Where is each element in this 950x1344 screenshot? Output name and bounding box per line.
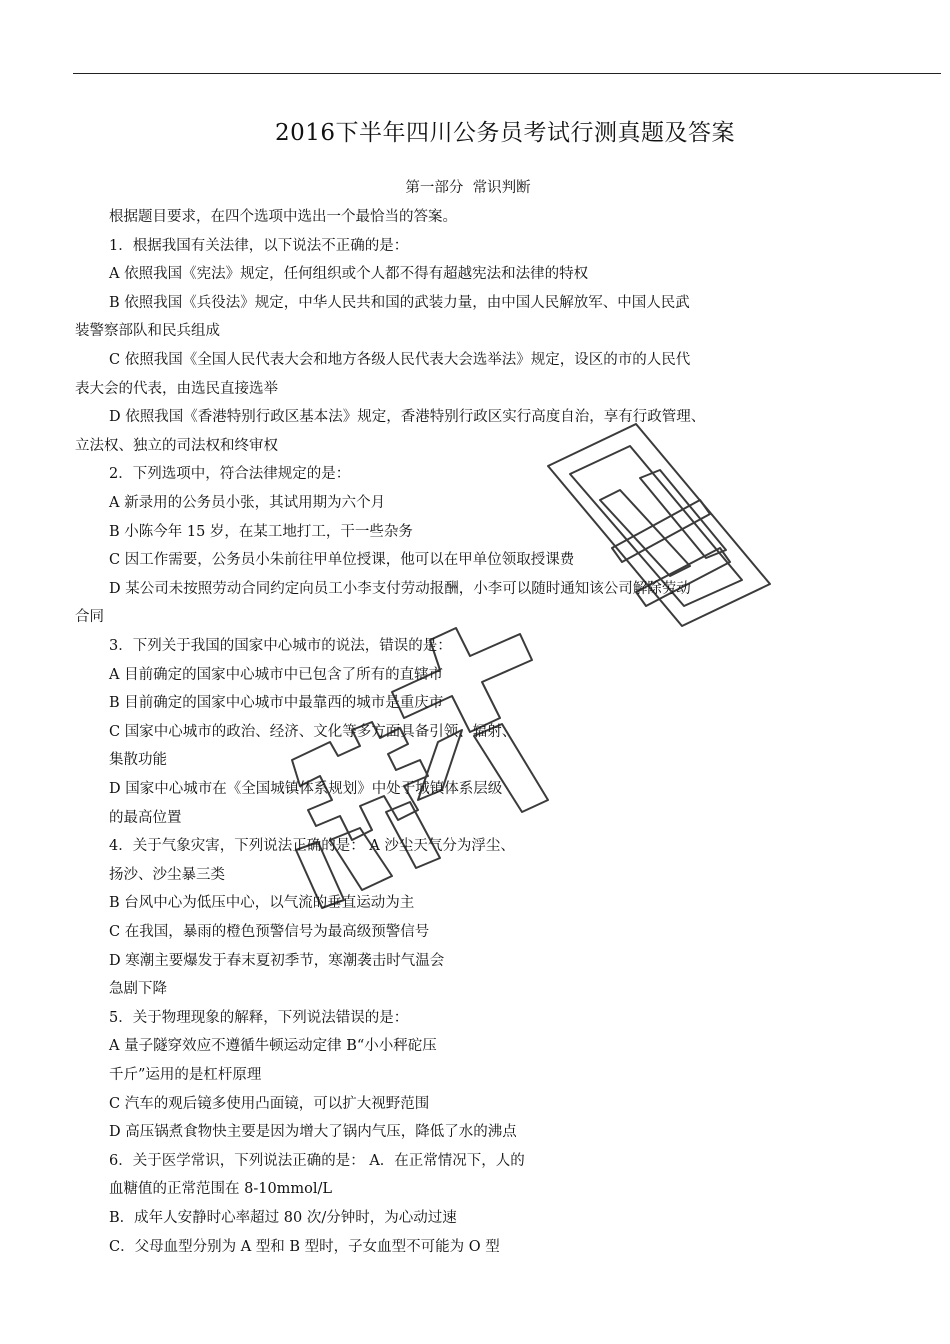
text-line: 2．下列选项中，符合法律规定的是：	[109, 466, 351, 482]
text-line: B 依照我国《兵役法》规定，中华人民共和国的武装力量，由中国人民解放军、中国人民武	[109, 295, 690, 311]
text-line: D 寒潮主要爆发于春末夏初季节，寒潮袭击时气温会	[109, 953, 445, 969]
text-line: 千斤”运用的是杠杆原理	[109, 1067, 262, 1083]
text-line: C 依照我国《全国人民代表大会和地方各级人民代表大会选举法》规定，设区的市的人民代	[109, 352, 691, 368]
text-line: D 依照我国《香港特别行政区基本法》规定，香港特别行政区实行高度自治，享有行政管理、	[109, 409, 706, 425]
document-title: 2016下半年四川公务员考试行测真题及答案	[274, 120, 736, 146]
text-line: D 高压锅煮食物快主要是因为增大了锅内气压，降低了水的沸点	[109, 1124, 517, 1140]
text-line: 立法权、独立的司法权和终审权	[75, 438, 278, 454]
text-line: 表大会的代表，由选民直接选举	[75, 381, 278, 397]
text-line: B 小陈今年 15 岁，在某工地打工，干一些杂务	[109, 524, 413, 540]
text-line: 集散功能	[109, 752, 167, 768]
text-line: C 因工作需要，公务员小朱前往甲单位授课，他可以在甲单位领取授课费	[109, 552, 575, 568]
text-line: B 目前确定的国家中心城市中最靠西的城市是重庆市	[109, 695, 444, 711]
text-line: B．成年人安静时心率超过 80 次/分钟时，为心动过速	[109, 1210, 457, 1226]
text-line: 装警察部队和民兵组成	[75, 323, 220, 339]
text-line: D 国家中心城市在《全国城镇体系规划》中处于城镇体系层级	[109, 781, 503, 797]
section-title: 第一部分 常识判断	[405, 180, 531, 196]
text-line: C．父母血型分别为 A 型和 B 型时，子女血型不可能为 O 型	[109, 1239, 500, 1255]
text-line: 3．下列关于我国的国家中心城市的说法，错误的是：	[109, 638, 452, 654]
header-rule	[73, 73, 941, 74]
text-line: 1．根据我国有关法律，以下说法不正确的是：	[109, 238, 409, 254]
text-line: 的最高位置	[109, 810, 182, 826]
text-line: C 汽车的观后镜多使用凸面镜，可以扩大视野范围	[109, 1096, 430, 1112]
text-line: D 某公司未按照劳动合同约定向员工小李支付劳动报酬，小李可以随时通知该公司解除劳动	[109, 581, 691, 597]
text-line: 血糖值的正常范围在 8-10mmol/L	[109, 1181, 333, 1197]
text-line: A 目前确定的国家中心城市中已包含了所有的直辖市	[109, 667, 444, 683]
text-line: A 新录用的公务员小张，其试用期为六个月	[109, 495, 386, 511]
text-line: B 台风中心为低压中心，以气流的垂直运动为主	[109, 895, 415, 911]
text-line: A 依照我国《宪法》规定，任何组织或个人都不得有超越宪法和法律的特权	[109, 266, 589, 282]
text-line: 5．关于物理现象的解释，下列说法错误的是：	[109, 1010, 409, 1026]
text-line: 急剧下降	[109, 981, 167, 997]
text-line: 6．关于医学常识，下列说法正确的是： A．在正常情况下，人的	[109, 1153, 525, 1169]
text-line: 合同	[75, 609, 104, 625]
text-line: A 量子隧穿效应不遵循牛顿运动定律 B“小小秤砣压	[109, 1038, 437, 1054]
text-line: 根据题目要求，在四个选项中选出一个最恰当的答案。	[109, 209, 457, 225]
text-line: 扬沙、沙尘暴三类	[109, 867, 225, 883]
text-line: C 在我国，暴雨的橙色预警信号为最高级预警信号	[109, 924, 430, 940]
text-line: 4．关于气象灾害，下列说法正确的是： A 沙尘天气分为浮尘、	[109, 838, 515, 854]
text-line: C 国家中心城市的政治、经济、文化等多方面具备引领、辐射、	[109, 724, 517, 740]
